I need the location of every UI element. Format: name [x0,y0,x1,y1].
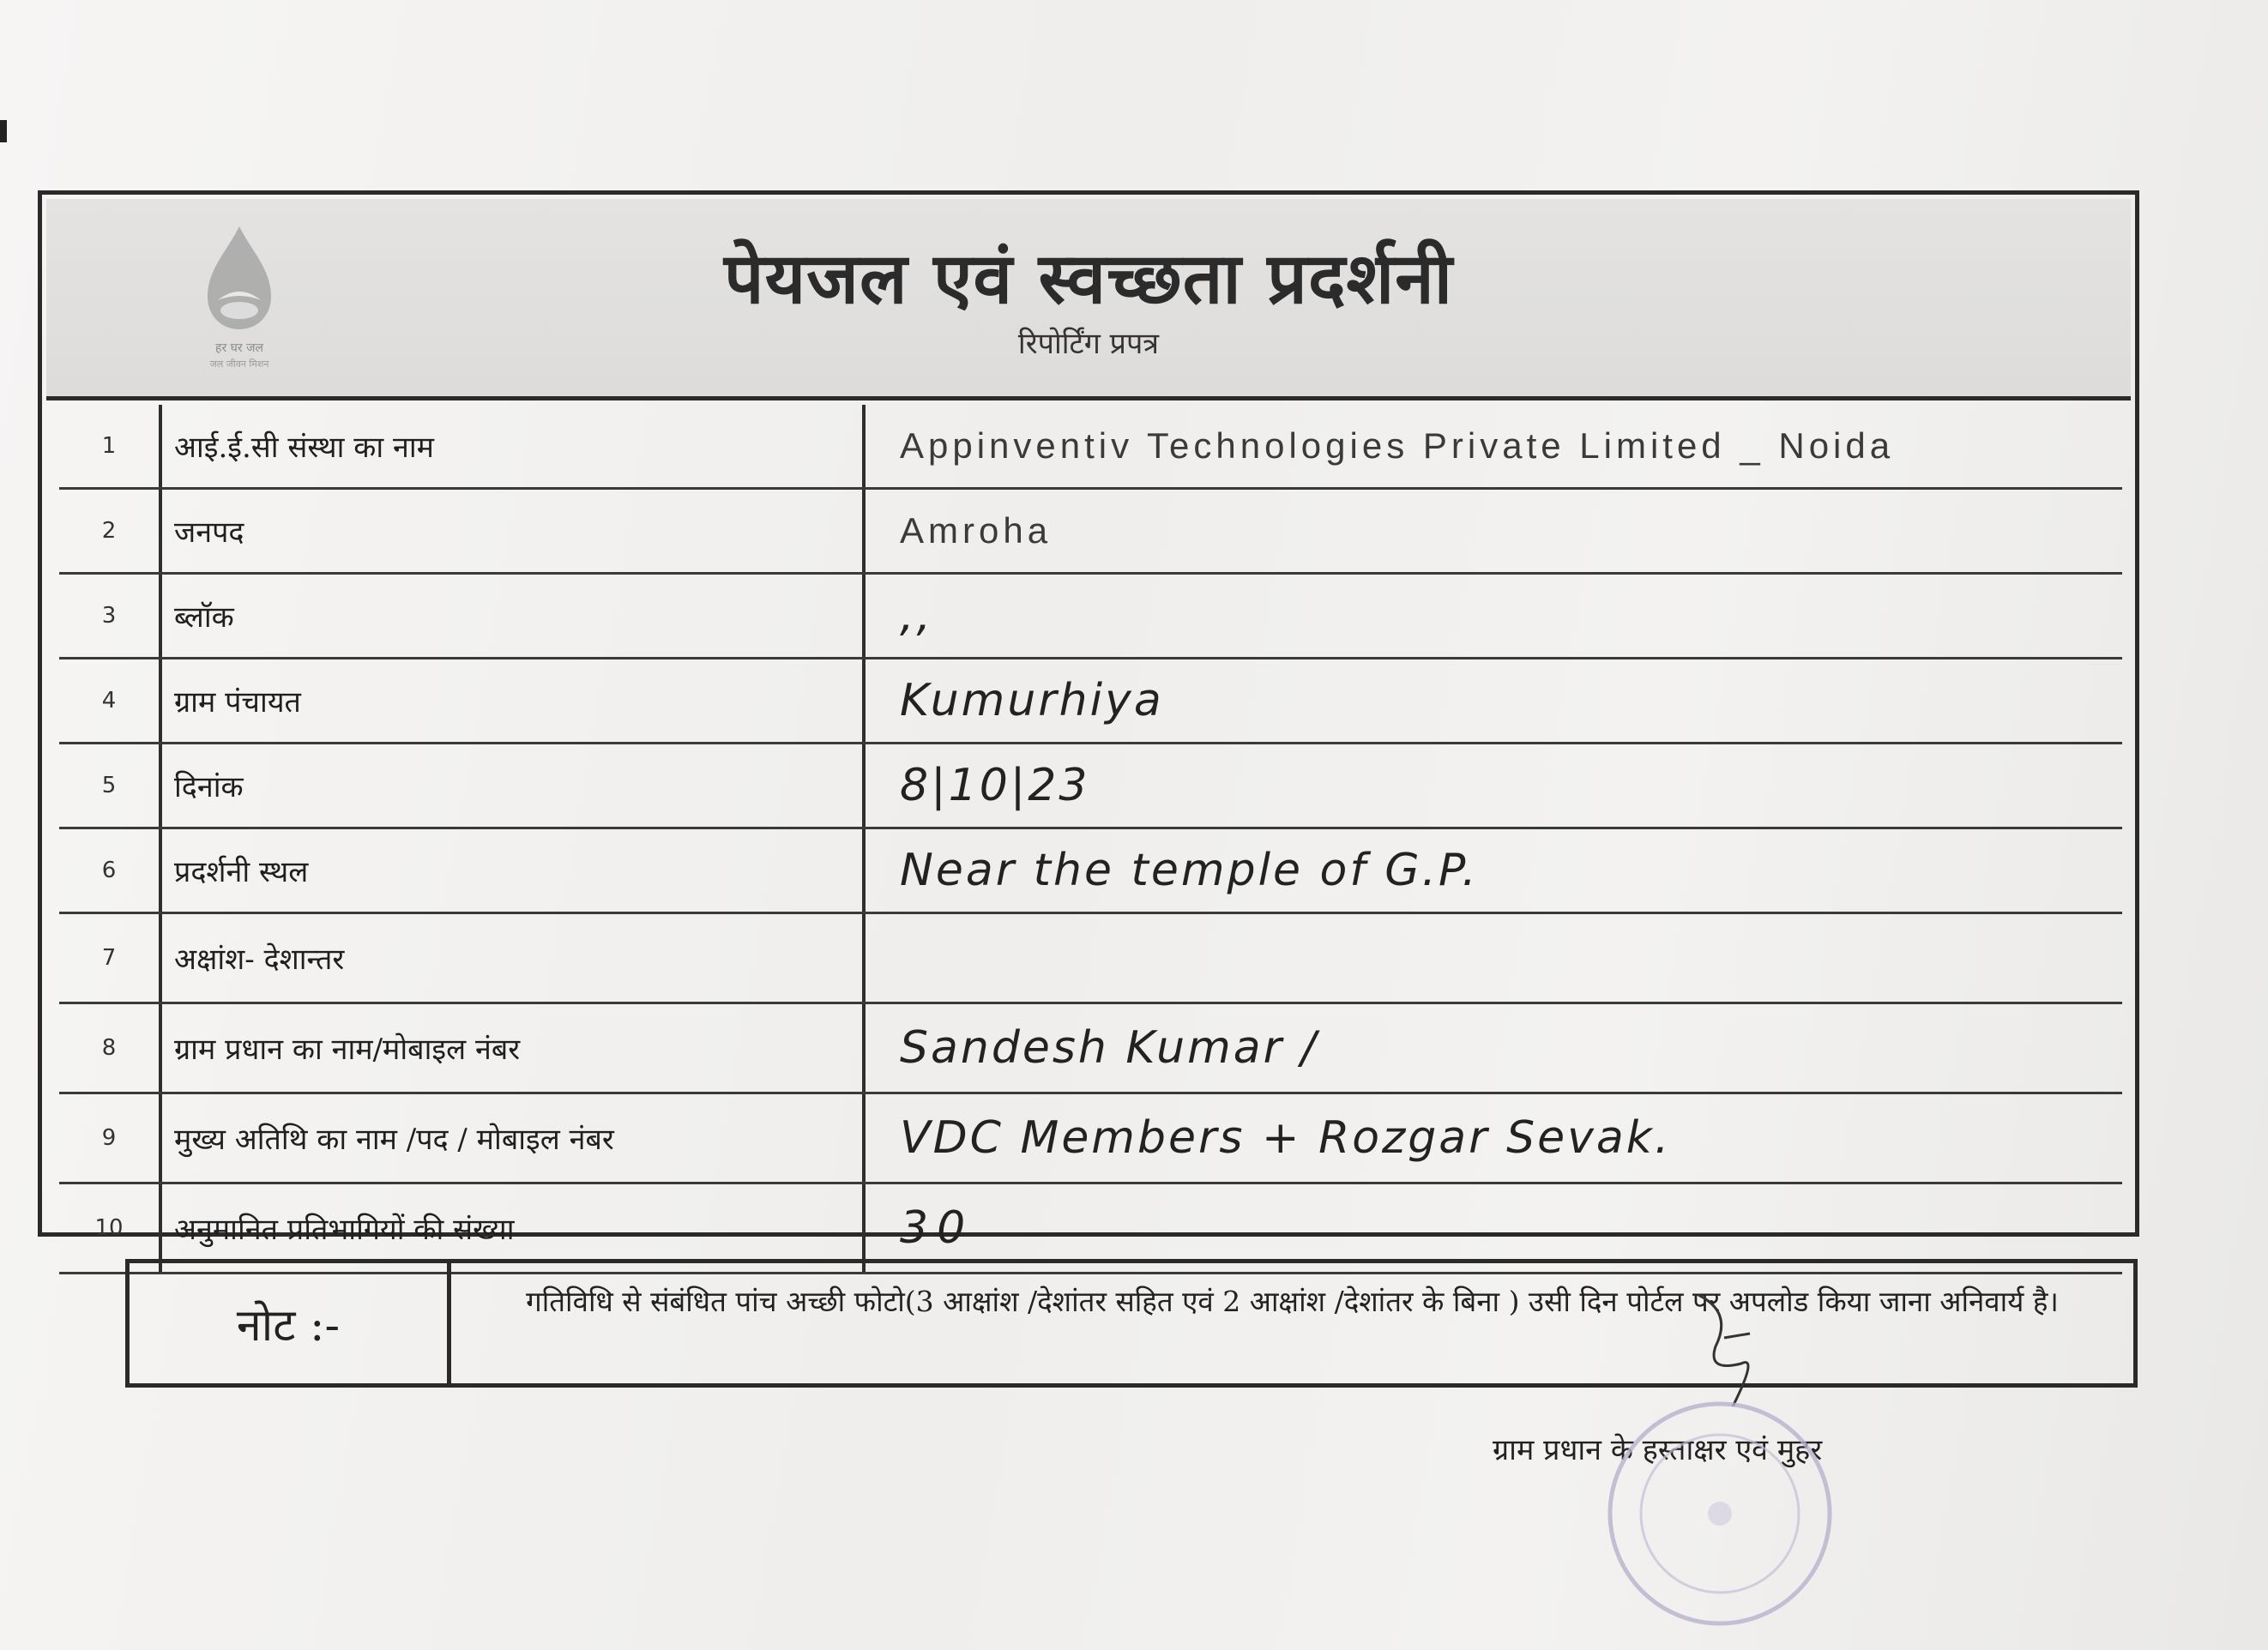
signature-label: ग्राम प्रधान के हस्ताक्षर एवं मुहर [1493,1433,1823,1467]
note-text: गतिविधि से संबंधित पांच अच्छी फोटो(3 आक्षांश /देशांतर सहित एवं 2 आक्षांश /देशांतर के बिना ) उसी दिन पोर्टल पर अपलोड किया जाना अनिवार्य है। [526,1285,2059,1318]
row-value: Appinventiv Technologies Private Limited _ Noida [900,425,1895,466]
row-label: जनपद [162,490,866,572]
row-value: Near the temple of G.P. [900,845,1479,896]
reporting-form [38,190,2139,1254]
form-header [46,199,2131,400]
row-label: ग्राम पंचायत [162,659,866,742]
form-title: पेयजल एवं स्वच्छता प्रदर्शनी [724,238,1453,320]
row-label: अनुमानित प्रतिभागियों की संख्या [162,1184,866,1272]
row-value: Sandesh Kumar / [900,1022,1319,1074]
round-seal-stamp-icon [1595,1389,1844,1638]
table-row [59,914,2122,1004]
row-number: 7 [59,914,162,1002]
row-label: दिनांक [162,744,866,827]
row-value: ,, [900,590,934,641]
row-number: 4 [59,659,162,742]
row-label: अक्षांश- देशान्तर [162,914,866,1002]
row-number: 2 [59,490,162,572]
row-label: मुख्य अतिथि का नाम /पद / मोबाइल नंबर [162,1094,866,1182]
form-table [59,405,2122,1274]
scan-edge-mark [0,120,7,142]
form-subtitle: रिपोर्टिंग प्रपत्र [1017,327,1160,361]
row-number: 9 [59,1094,162,1182]
table-row [59,659,2122,744]
note-label: नोट :- [130,1263,451,1383]
row-label: आई.ई.सी संस्था का नाम [162,405,866,487]
row-label: प्रदर्शनी स्थल [162,829,866,912]
row-value: 8|10|23 [900,760,1090,811]
table-row [59,1094,2122,1184]
row-number: 6 [59,829,162,912]
row-number: 1 [59,405,162,487]
row-number: 8 [59,1004,162,1092]
table-row [59,575,2122,659]
table-row [59,1004,2122,1094]
row-value [866,914,2122,1002]
row-number: 10 [59,1184,162,1272]
row-number: 5 [59,744,162,827]
row-label: ब्लॉक [162,575,866,657]
row-value: Kumurhiya [900,675,1164,726]
table-row [59,829,2122,914]
row-number: 3 [59,575,162,657]
row-value: VDC Members + Rozgar Sevak. [900,1112,1672,1164]
svg-text:जल जीवन मिशन: जल जीवन मिशन [209,358,269,370]
table-row [59,405,2122,490]
row-label: ग्राम प्रधान का नाम/मोबाइल नंबर [162,1004,866,1092]
row-value: 30 [900,1202,974,1254]
svg-text:हर घर जल: हर घर जल [215,341,263,355]
row-value: Amroha [900,510,1053,551]
table-row [59,490,2122,575]
table-row [59,744,2122,829]
note-box [125,1259,2138,1388]
